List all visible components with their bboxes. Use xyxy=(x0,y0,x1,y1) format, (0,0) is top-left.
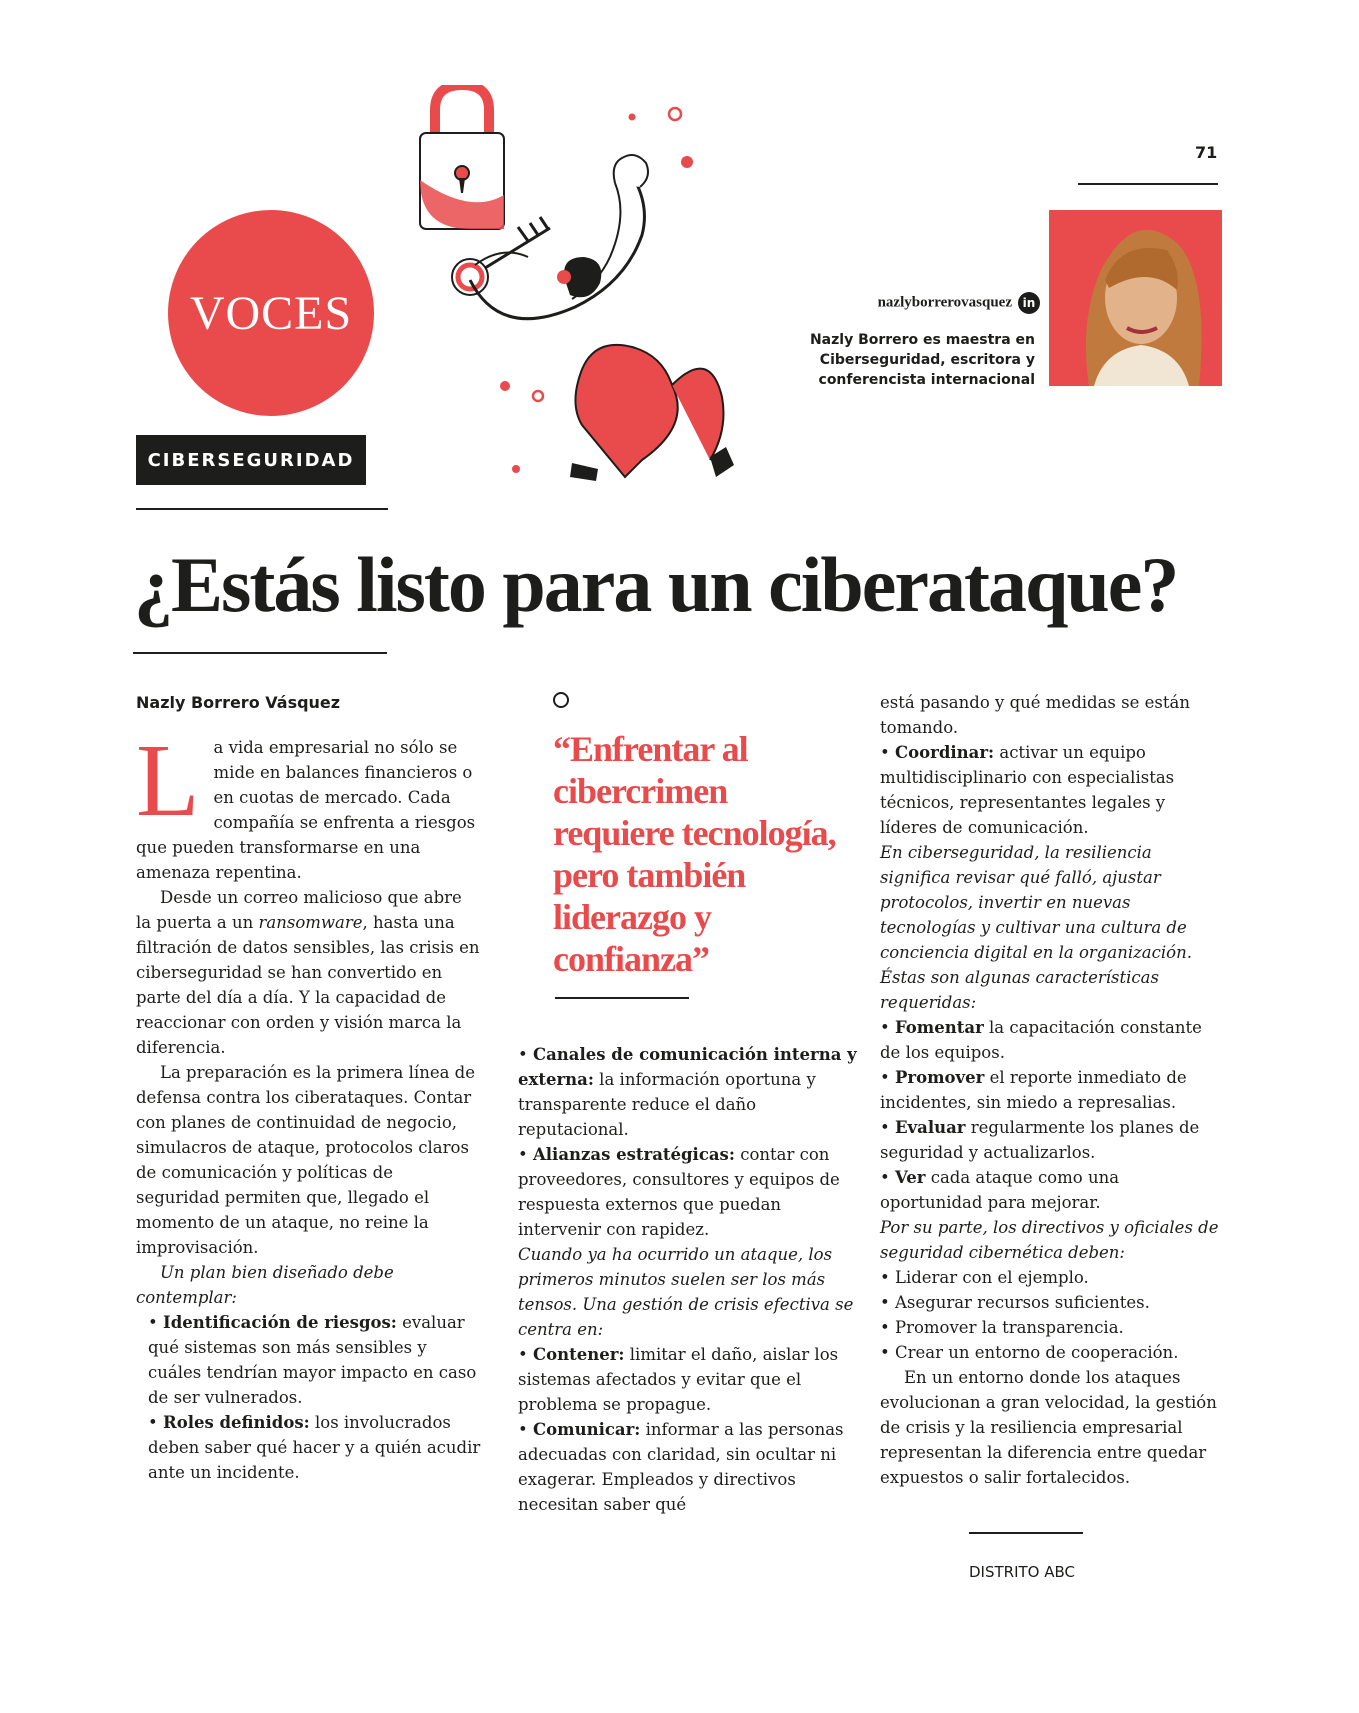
divider xyxy=(555,997,689,999)
linkedin-icon[interactable]: in xyxy=(1018,292,1040,314)
paragraph: En ciberseguridad, la resiliencia significa revisar qué falló, ajustar protocolos, invertir en nuevas tecnologías y cultivar una cultura de conciencia digital en la organización. Éstas son algunas características requeridas: xyxy=(880,843,1192,1012)
list-item-label: Canales de comunicación interna y externa: xyxy=(518,1045,857,1089)
byline: Nazly Borrero Vásquez xyxy=(136,693,341,712)
paragraph-text: , hasta una filtración de datos sensibles, las crisis en ciberseguridad se han convertido en parte del día a día. Y la capacidad de reaccionar con orden y visión marca la diferencia. xyxy=(136,913,480,1057)
bullet-glyph: • xyxy=(880,1018,890,1037)
article-column-3 xyxy=(880,690,1225,1490)
quote-marker-icon xyxy=(553,692,569,708)
list-item-label: Ver xyxy=(894,1168,926,1187)
list-item-label: Identificación de riesgos: xyxy=(162,1313,397,1332)
list-item-text: los involucrados deben saber qué hacer y a quién acudir ante un incidente. xyxy=(148,1413,481,1482)
list-item xyxy=(518,1342,858,1417)
emphasis-text: ransomware xyxy=(258,913,363,932)
list-item-text: limitar el daño, aislar los sistemas afectados y evitar que el problema se propague. xyxy=(518,1345,839,1414)
list-item-text: cada ataque como una oportunidad para mejorar. xyxy=(880,1168,1120,1212)
list-item xyxy=(518,1042,858,1142)
bullet-glyph: • xyxy=(518,1420,528,1439)
voces-label: VOCES xyxy=(189,286,353,340)
publication-name: DISTRITO ABC xyxy=(969,1563,1076,1581)
paragraph: Por su parte, los directivos y oficiales de seguridad cibernética deben: xyxy=(880,1218,1219,1262)
bullet-glyph: • xyxy=(880,1343,890,1362)
paragraph: La preparación es la primera línea de defensa contra los ciberataques. Contar con planes de continuidad de negocio, simulacros de ataque, protocolos claros de comunicación y políticas de seguridad permiten que, llegado el momento de un ataque, no reine la improvisación. xyxy=(136,1063,475,1257)
bullet-glyph: • xyxy=(148,1313,158,1332)
list-item xyxy=(880,1290,1225,1315)
list-item-text: evaluar qué sistemas son más sensibles y cuáles tendrían mayor impacto en caso de ser vulnerados. xyxy=(148,1313,477,1407)
list-item xyxy=(880,740,1225,840)
author-handle-row xyxy=(780,292,1040,314)
paragraph-text: Desde un correo malicioso que abre la puerta a un xyxy=(136,888,462,932)
list-item-text: regularmente los planes de seguridad y actualizarlos. xyxy=(880,1118,1200,1162)
list-item xyxy=(880,1015,1225,1065)
author-portrait xyxy=(1049,210,1222,386)
list-item-text: informar a las personas adecuadas con claridad, sin ocultar ni exagerar. Empleados y directivos necesitan saber qué xyxy=(518,1420,844,1514)
bullet-glyph: • xyxy=(518,1145,528,1164)
bullet-glyph: • xyxy=(880,1118,890,1137)
list-item-text: activar un equipo multidisciplinario con especialistas técnicos, representantes legales y líderes de comunicación. xyxy=(880,743,1175,837)
closing-paragraph: En un entorno donde los ataques evolucionan a gran velocidad, la gestión de crisis y la resiliencia empresarial representan la diferencia entre quedar expuestos o salir fortalecidos. xyxy=(880,1368,1217,1487)
bullet-glyph: • xyxy=(880,1293,890,1312)
list-item xyxy=(880,1315,1225,1340)
bullet-glyph: • xyxy=(880,1268,890,1287)
author-bio: Nazly Borrero es maestra en Ciberseguridad, escritora y conferencista internacional xyxy=(809,332,1035,388)
paragraph-text: a vida empresarial no sólo se mide en balances financieros o en cuotas de mercado. Cada compañía se enfrenta a riesgos que pueden transformarse en una amenaza repentina. xyxy=(136,738,476,882)
section-tag: CIBERSEGURIDAD xyxy=(136,435,366,485)
paragraph: está pasando y qué medidas se están tomando. xyxy=(880,693,1190,737)
list-item-text: Liderar con el ejemplo. xyxy=(894,1268,1089,1287)
bullet-glyph: • xyxy=(518,1345,528,1364)
voces-badge xyxy=(168,210,374,416)
article-column-2 xyxy=(518,1042,858,1517)
list-item xyxy=(136,1310,481,1410)
list-item-label: Alianzas estratégicas: xyxy=(532,1145,735,1164)
list-item-label: Coordinar: xyxy=(894,743,995,762)
paragraph xyxy=(136,885,481,1060)
list-item-text: el reporte inmediato de incidentes, sin miedo a represalias. xyxy=(880,1068,1187,1112)
bullet-glyph: • xyxy=(880,1068,890,1087)
list-item xyxy=(880,1165,1225,1215)
list-item xyxy=(880,1265,1225,1290)
photo-accent-line xyxy=(1078,183,1218,185)
list-item xyxy=(880,1115,1225,1165)
list-item-text: Promover la transparencia. xyxy=(894,1318,1124,1337)
list-item-label: Contener: xyxy=(532,1345,625,1364)
list-item-text: la información oportuna y transparente reduce el daño reputacional. xyxy=(518,1070,816,1139)
lock-key-illustration xyxy=(410,85,810,525)
list-item-text: la capacitación constante de los equipos. xyxy=(880,1018,1202,1062)
author-handle: nazlyborrerovasquez xyxy=(877,294,1012,311)
article-column-1 xyxy=(136,690,481,1485)
divider xyxy=(969,1532,1083,1534)
bullet-glyph: • xyxy=(880,743,890,762)
list-item-label: Comunicar: xyxy=(532,1420,641,1439)
divider xyxy=(136,508,388,510)
paragraph: Cuando ya ha ocurrido un ataque, los primeros minutos suelen ser los más tensos. Una gestión de crisis efectiva se centra en: xyxy=(518,1245,854,1339)
drop-cap: L xyxy=(136,723,200,838)
divider xyxy=(133,652,387,654)
list-item-label: Fomentar xyxy=(894,1018,984,1037)
pull-quote: “Enfrentar al cibercrimen requiere tecnología, pero también liderazgo y confianza” xyxy=(553,729,836,979)
list-item xyxy=(880,1340,1225,1365)
bullet-glyph: • xyxy=(518,1045,528,1064)
bullet-glyph: • xyxy=(148,1413,158,1432)
list-item xyxy=(518,1417,858,1517)
page-number: 71 xyxy=(1195,143,1218,162)
bullet-glyph: • xyxy=(880,1318,890,1337)
intro-paragraph xyxy=(136,723,481,885)
list-item-text: Asegurar recursos suficientes. xyxy=(894,1293,1150,1312)
bullet-glyph: • xyxy=(880,1168,890,1187)
list-item-label: Roles definidos: xyxy=(162,1413,310,1432)
article-title: ¿Estás listo para un ciberataque? xyxy=(134,541,1178,628)
list-item xyxy=(880,1065,1225,1115)
list-item xyxy=(518,1142,858,1242)
list-item-text: Crear un entorno de cooperación. xyxy=(894,1343,1179,1362)
author-photo xyxy=(1049,210,1222,386)
list-item-label: Promover xyxy=(894,1068,985,1087)
paragraph: Un plan bien diseñado debe contemplar: xyxy=(136,1263,394,1307)
list-item-text: contar con proveedores, consultores y equipos de respuesta externos que puedan intervenir con rapidez. xyxy=(518,1145,840,1239)
list-item-label: Evaluar xyxy=(894,1118,966,1137)
list-item xyxy=(136,1410,481,1485)
